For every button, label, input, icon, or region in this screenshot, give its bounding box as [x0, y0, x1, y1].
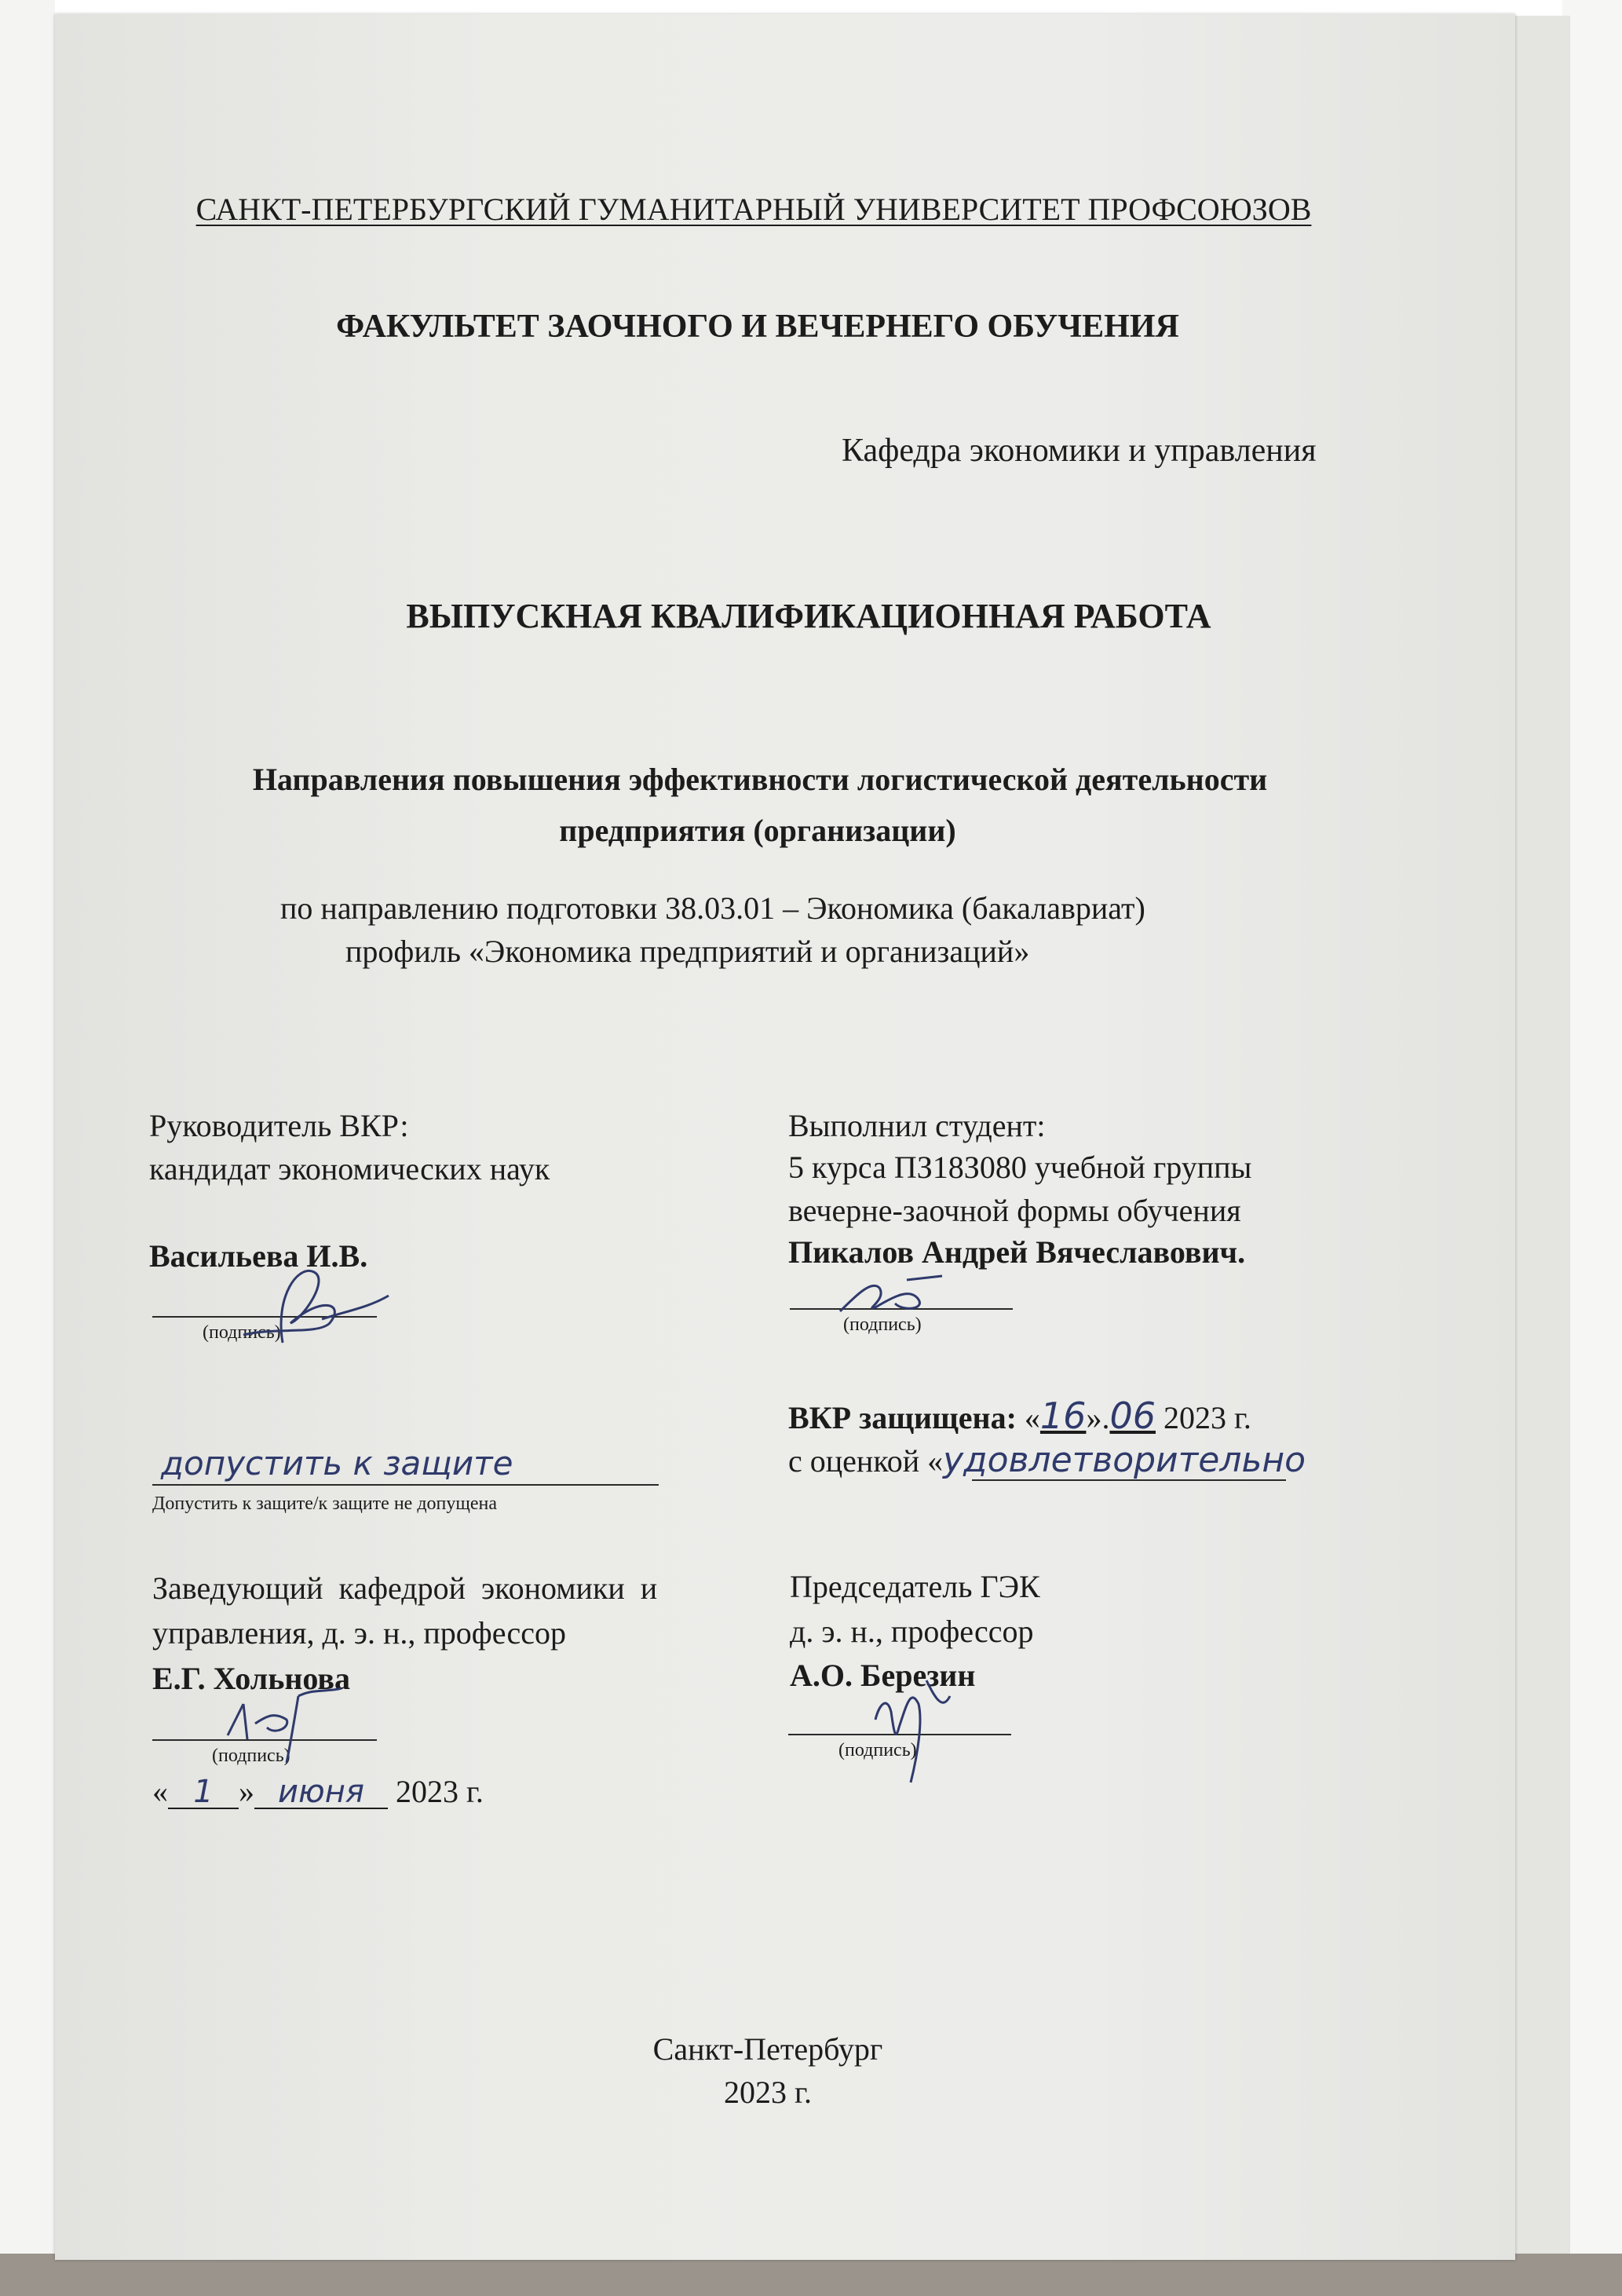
chair-signature: [864, 1673, 958, 1790]
student-signature-caption: (подпись): [843, 1314, 922, 1335]
supervisor-signature-caption: (подпись): [203, 1322, 281, 1343]
underlying-sheet-edge: [1515, 16, 1570, 2277]
footer-city: Санкт-Петербург: [652, 2031, 883, 2067]
grade-label: с оценкой «: [788, 1443, 944, 1479]
head-date-day: 1: [168, 1776, 239, 1809]
student-signature: [832, 1264, 950, 1327]
head-date-open-quote: «: [152, 1774, 168, 1809]
student-title: Выполнил студент:: [788, 1108, 1046, 1143]
defense-label: ВКР защищена:: [788, 1400, 1017, 1435]
direction-line-1: по направлению подготовки 38.03.01 – Экономика (бакалавриат): [280, 890, 1145, 926]
defense-open-quote: «: [1024, 1400, 1040, 1435]
head-date: [152, 1776, 484, 1809]
background-left: [0, 0, 55, 2296]
grade-value: удовлетворительно: [943, 1440, 1306, 1480]
topic-line-2: предприятия (организации): [559, 813, 956, 848]
direction-line-2: профиль «Экономика предприятий и организаций»: [345, 934, 1030, 969]
student-name: Пикалов Андрей Вячеславович.: [788, 1234, 1246, 1270]
supervisor-name: Васильева И.В.: [149, 1238, 368, 1274]
defense-close-quote: ».: [1086, 1400, 1110, 1435]
work-type-title: ВЫПУСКНАЯ КВАЛИФИКАЦИОННАЯ РАБОТА: [406, 597, 1211, 635]
chair-title: Председатель ГЭК: [790, 1569, 1040, 1604]
head-date-close-quote: »: [239, 1774, 254, 1809]
head-name: Е.Г. Хольнова: [152, 1661, 350, 1696]
footer-year: 2023 г.: [724, 2075, 812, 2110]
chair-degree: д. э. н., профессор: [790, 1614, 1034, 1649]
supervisor-signature: [228, 1249, 400, 1351]
table-surface: [0, 2254, 1622, 2296]
head-signature: [212, 1680, 353, 1767]
topic-line-1: Направления повышения эффективности логистической деятельности: [252, 762, 1268, 797]
supervisor-title: Руководитель ВКР:: [149, 1108, 409, 1143]
admission-handwritten: допустить к защите: [161, 1444, 513, 1483]
student-group: 5 курса ПЗ18З080 учебной группы: [788, 1150, 1252, 1185]
defense-year: 2023 г.: [1164, 1400, 1251, 1435]
supervisor-degree: кандидат экономических наук: [149, 1151, 550, 1186]
defense-line: [788, 1395, 1251, 1437]
head-line-1: Заведующий кафедрой экономики и: [152, 1570, 658, 1606]
admission-line: [152, 1484, 659, 1486]
university-name: САНКТ-ПЕТЕРБУРГСКИЙ ГУМАНИТАРНЫЙ УНИВЕРСИТЕТ ПРОФСОЮЗОВ: [195, 192, 1312, 227]
student-form: вечерне-заочной формы обучения: [788, 1193, 1241, 1228]
head-signature-caption: (подпись): [212, 1746, 290, 1766]
head-line-2: управления, д. э. н., профессор: [152, 1615, 566, 1651]
admission-caption: Допустить к защите/к защите не допущена: [152, 1493, 497, 1514]
chair-name: А.О. Березин: [790, 1658, 976, 1693]
defense-day: 16: [1039, 1395, 1087, 1437]
grade-underline: [972, 1479, 1286, 1481]
head-date-month: июня: [254, 1776, 388, 1809]
grade-line: [788, 1440, 1306, 1480]
chair-signature-caption: (подпись): [838, 1740, 917, 1760]
defense-month: 06: [1109, 1395, 1156, 1437]
head-date-year: 2023 г.: [396, 1774, 484, 1809]
faculty-name: ФАКУЛЬТЕТ ЗАОЧНОГО И ВЕЧЕРНЕГО ОБУЧЕНИЯ: [336, 309, 1179, 345]
background-right: [1562, 0, 1622, 2296]
department-name: Кафедра экономики и управления: [842, 433, 1317, 469]
